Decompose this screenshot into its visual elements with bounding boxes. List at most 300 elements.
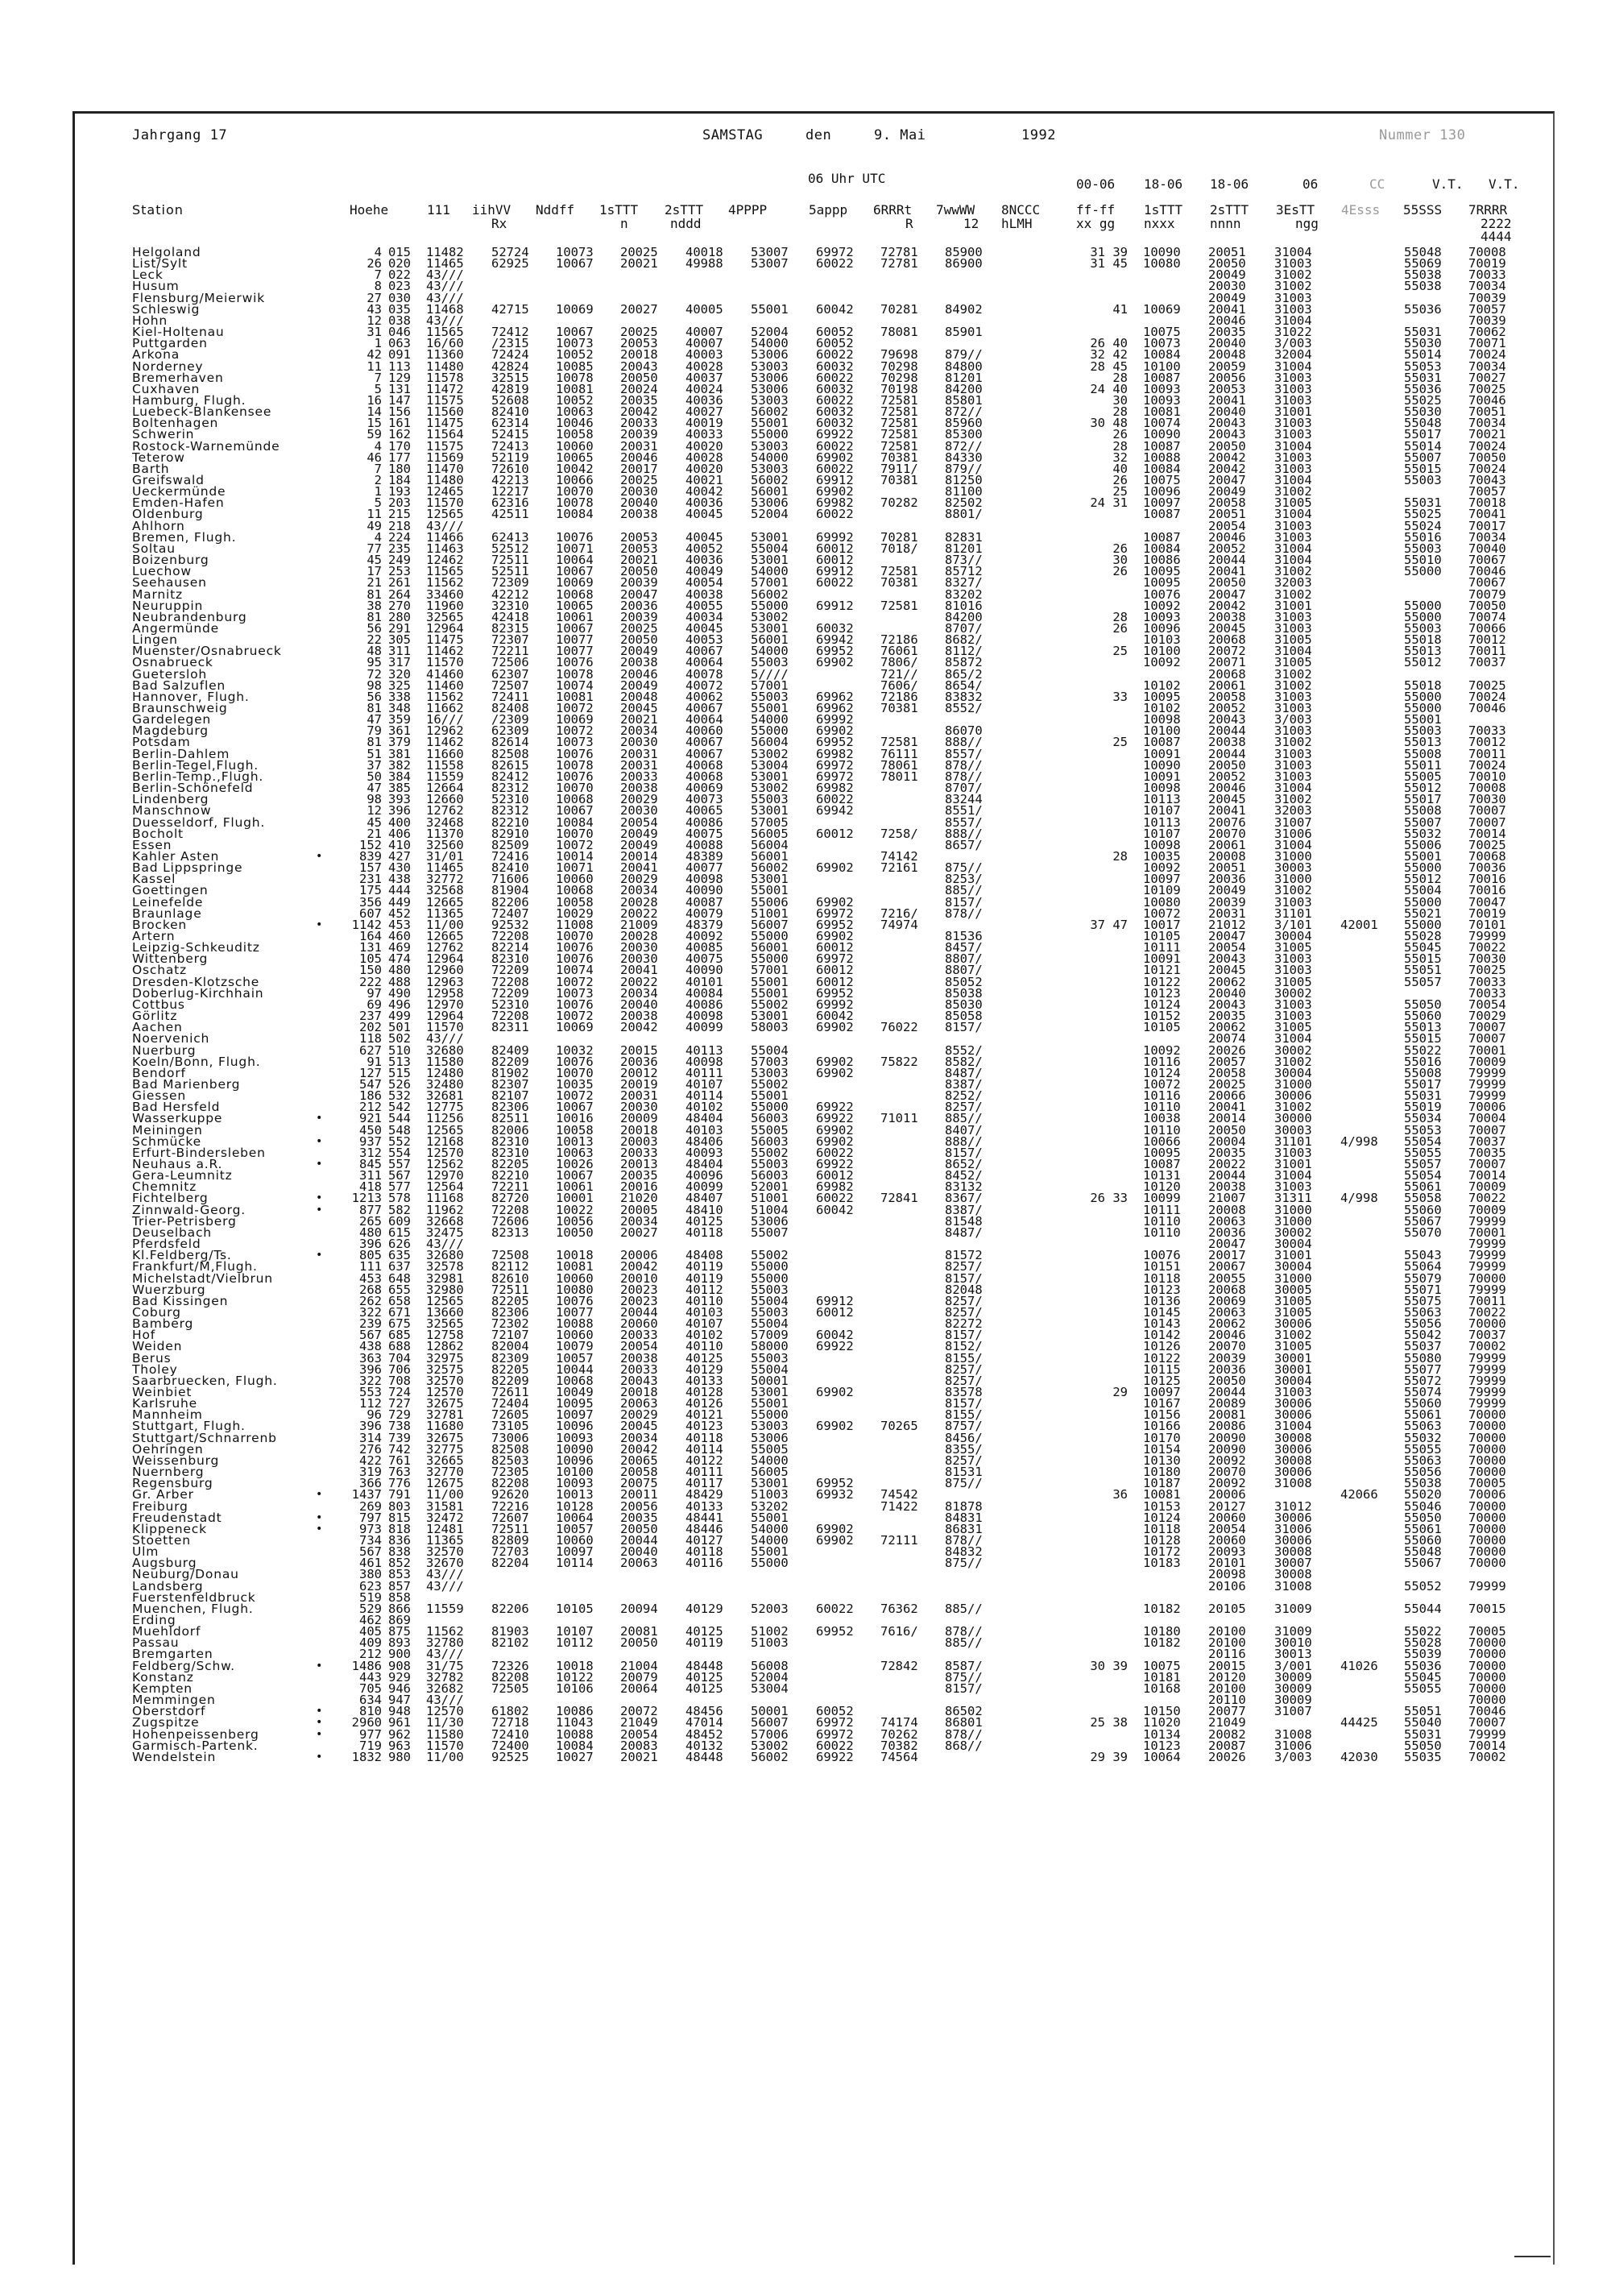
cell-s: 30006 (1274, 1396, 1312, 1411)
cell-ff: 31 39 (1090, 245, 1128, 259)
cell-a: 55003 (751, 1304, 789, 1320)
station-name: Frankfurt/M,Flugh. (132, 1259, 258, 1274)
cell-id: 875 (388, 1624, 411, 1639)
cell-t1: 10068 (556, 883, 594, 898)
cell-v: 11370 (426, 826, 464, 841)
c-top: CC (1369, 176, 1385, 192)
cell-nc: 85872 (945, 655, 983, 670)
cell-r: 69952 (816, 917, 854, 932)
cell-p: 40132 (685, 1738, 723, 1753)
cell-s: 32003 (1274, 803, 1312, 819)
cell-v: 16/60 (426, 336, 464, 351)
cell-s: 30006 (1274, 1316, 1312, 1332)
cell-tx: 10142 (1143, 1328, 1181, 1343)
cell-a: 54000 (751, 336, 789, 351)
cell-s: 31005 (1274, 655, 1312, 670)
cell-t2: 20063 (620, 1396, 658, 1411)
cell-tx: 10092 (1143, 598, 1181, 613)
cell-nc: 8253/ (945, 872, 983, 887)
cell-tn: 20071 (1208, 655, 1246, 670)
cell-id: 615 (388, 1225, 411, 1240)
cell-r: 69902 (816, 1054, 854, 1069)
station-height: 212 (359, 1100, 382, 1115)
cell-tx: 10035 (1143, 848, 1181, 864)
cell-v: 11/00 (426, 1749, 464, 1764)
cell-a: 55002 (751, 1076, 789, 1092)
station-name: Augsburg (132, 1556, 197, 1571)
cell-r: 69972 (816, 1726, 854, 1742)
cell-id: 496 (388, 997, 411, 1012)
cell-a: 54000 (751, 564, 789, 579)
mountain-station-mark: • (316, 1134, 323, 1148)
station-name: Dresden-Klotzsche (132, 974, 260, 989)
cell-tx: 10076 (1143, 586, 1181, 602)
cell-v2: 70000 (1468, 1430, 1506, 1445)
cell-n: 72309 (491, 575, 529, 591)
cell-v1: 55080 (1404, 1350, 1442, 1366)
cell-s: 30009 (1274, 1693, 1312, 1708)
cell-v: 43/// (426, 1031, 464, 1046)
cell-s: 31002 (1274, 1328, 1312, 1343)
vt2-sub2: 4444 (1481, 229, 1512, 244)
cell-t1: 10056 (556, 1213, 594, 1229)
cell-id: 510 (388, 1042, 411, 1058)
cell-v: 11468 (426, 301, 464, 317)
cell-v: 11562 (426, 575, 464, 591)
cell-id: 637 (388, 1259, 411, 1274)
cell-s: 31009 (1274, 1601, 1312, 1616)
cell-id: 962 (388, 1726, 411, 1742)
cell-r: 60032 (816, 358, 854, 374)
cell-v2: 70008 (1468, 781, 1506, 796)
cell-r: 60032 (816, 404, 854, 420)
cell-nc: 8452/ (945, 1168, 983, 1183)
cell-tx: 10087 (1143, 735, 1181, 750)
cell-tn: 21049 (1208, 1715, 1246, 1730)
cell-nc: 86502 (945, 1704, 983, 1719)
cell-t1: 10072 (556, 974, 594, 989)
cell-v2: 70074 (1468, 609, 1506, 624)
cell-tn: 20120 (1208, 1669, 1246, 1685)
cell-w: 72581 (880, 735, 918, 750)
cell-v2: 70043 (1468, 473, 1506, 487)
cell-v1: 55025 (1404, 392, 1442, 408)
cell-v1: 55007 (1404, 814, 1442, 830)
cell-n: 82210 (491, 814, 529, 830)
station-height: 16 (367, 392, 382, 408)
cell-v2: 70017 (1468, 518, 1506, 533)
cell-p: 40111 (685, 1065, 723, 1080)
cell-tx: 10105 (1143, 1020, 1181, 1035)
cell-v1: 55010 (1404, 553, 1442, 568)
cell-r: 60012 (816, 541, 854, 556)
cell-tn: 20050 (1208, 1122, 1246, 1138)
cell-s: 31005 (1274, 940, 1312, 955)
cell-tn: 20044 (1208, 553, 1246, 568)
cell-nc: 878// (945, 1624, 983, 1639)
station-name: Berlin-Dahlem (132, 746, 230, 761)
cell-tx: 10017 (1143, 917, 1181, 932)
ihvv-sub: Rx (491, 216, 507, 231)
cell-r: 60022 (816, 461, 854, 476)
cell-tn: 20047 (1208, 929, 1246, 943)
cell-tx: 10115 (1143, 1361, 1181, 1377)
cell-s: 31005 (1274, 1020, 1312, 1035)
cell-a: 53006 (751, 495, 789, 511)
cell-t1: 10074 (556, 963, 594, 978)
station-name: Regensburg (132, 1476, 213, 1491)
cell-t2: 20010 (620, 1270, 658, 1286)
cell-v1: 55008 (1404, 803, 1442, 819)
cell-p: 40024 (685, 381, 723, 396)
cell-v: 12862 (426, 1339, 464, 1354)
cell-v1: 55036 (1404, 301, 1442, 317)
station-name: Hohn (132, 313, 168, 328)
cell-tx: 10110 (1143, 1122, 1181, 1138)
cell-v1: 55038 (1404, 1476, 1442, 1491)
cell-t2: 20027 (620, 1225, 658, 1240)
cell-n: 82408 (491, 701, 529, 715)
cell-r: 69902 (816, 723, 854, 739)
cell-v1: 55013 (1404, 644, 1442, 659)
cell-n: 82509 (491, 837, 529, 852)
rrrt-sub: R (905, 216, 913, 231)
station-name: Artern (132, 929, 176, 943)
cell-n: 82206 (491, 894, 529, 910)
cell-nc: 8257/ (945, 1100, 983, 1115)
cell-tx: 10130 (1143, 1453, 1181, 1468)
cell-id: 763 (388, 1465, 411, 1480)
cell-t2: 20018 (620, 1122, 658, 1138)
cell-n: 12217 (491, 484, 529, 499)
cell-c: 4/998 (1340, 1191, 1378, 1206)
cell-t2: 20033 (620, 416, 658, 431)
corner-mark (1522, 103, 1547, 114)
cell-s: 30002 (1274, 1042, 1312, 1058)
cell-id: 742 (388, 1441, 411, 1457)
station-height: 237 (359, 1009, 382, 1024)
cell-id: 338 (388, 689, 411, 704)
cell-p: 40096 (685, 1168, 723, 1183)
cell-p: 40102 (685, 1328, 723, 1343)
cell-p: 40111 (685, 1465, 723, 1480)
cell-a: 56008 (751, 1658, 789, 1673)
cell-id: 261 (388, 575, 411, 591)
cell-tx: 10118 (1143, 1270, 1181, 1286)
cell-v1: 55057 (1404, 974, 1442, 989)
cell-v: 11559 (426, 769, 464, 784)
cell-a: 57005 (751, 814, 789, 830)
cell-a: 56005 (751, 1465, 789, 1480)
cell-v: 11575 (426, 438, 464, 454)
cell-nc: 885// (945, 1601, 983, 1616)
cell-v2: 70050 (1468, 450, 1506, 465)
cell-nc: 8252/ (945, 1088, 983, 1104)
cell-c: 4/998 (1340, 1133, 1378, 1149)
cell-nc: 8807/ (945, 963, 983, 978)
cell-p: 40072 (685, 678, 723, 693)
cell-tn: 20074 (1208, 1031, 1246, 1046)
cell-s: 31002 (1274, 735, 1312, 750)
cell-n: 72607 (491, 1510, 529, 1525)
ff-header: ff-ff (1076, 202, 1116, 218)
cell-t2: 20023 (620, 1293, 658, 1308)
station-name: Berlin-Temp.,Flugh. (132, 769, 264, 784)
cell-v1: 55016 (1404, 529, 1442, 545)
cell-v2: 70000 (1468, 1270, 1506, 1286)
station-height: 49 (367, 518, 382, 533)
cell-tn: 20077 (1208, 1704, 1246, 1719)
cell-t1: 10071 (556, 860, 594, 876)
cell-tn: 20100 (1208, 1681, 1246, 1696)
cell-ff: 25 (1112, 735, 1128, 750)
cell-id: 675 (388, 1316, 411, 1332)
station-height: 396 (359, 1419, 382, 1434)
cell-c: 42001 (1340, 917, 1378, 932)
station-name: Leck (132, 267, 164, 283)
cell-tx: 10097 (1143, 872, 1181, 887)
cell-id: 526 (388, 1076, 411, 1092)
cell-r: 69922 (816, 1749, 854, 1764)
cell-v2: 70009 (1468, 1179, 1506, 1195)
cell-t1: 10066 (556, 473, 594, 487)
cell-a: 55003 (751, 689, 789, 704)
cell-t1: 10063 (556, 404, 594, 420)
cell-id: 203 (388, 495, 411, 511)
cell-id: 738 (388, 1419, 411, 1434)
cell-p: 48408 (685, 1248, 723, 1263)
cell-nc: 872// (945, 438, 983, 454)
cell-nc: 85900 (945, 245, 983, 259)
station-name: Soltau (132, 541, 176, 556)
cell-nc: 85038 (945, 985, 983, 1001)
cell-s: 31005 (1274, 632, 1312, 648)
cell-v: 11365 (426, 1532, 464, 1548)
cell-v2: 70009 (1468, 1202, 1506, 1217)
cell-t1: 10093 (556, 1476, 594, 1491)
cell-p: 40060 (685, 723, 723, 739)
cell-n: 81903 (491, 1624, 529, 1639)
cell-id: 113 (388, 358, 411, 374)
cell-s: 31000 (1274, 872, 1312, 887)
cell-id: 131 (388, 381, 411, 396)
cell-a: 58003 (751, 1020, 789, 1035)
cell-v: 11475 (426, 416, 464, 431)
cell-v: 11460 (426, 678, 464, 693)
cell-a: 55000 (751, 1556, 789, 1571)
cell-v1: 55045 (1404, 940, 1442, 955)
max-header: 1sTTT (1144, 202, 1183, 218)
station-height: 265 (359, 1213, 382, 1229)
cell-tx: 10091 (1143, 746, 1181, 761)
cell-n: 82205 (491, 1157, 529, 1171)
cell-t1: 10057 (556, 1521, 594, 1536)
cell-p: 40020 (685, 461, 723, 476)
cell-id: 803 (388, 1498, 411, 1514)
station-name: Goettingen (132, 883, 209, 898)
cell-w: 72161 (880, 860, 918, 876)
cell-n: 72209 (491, 963, 529, 978)
station-name: Hamburg, Flugh. (132, 392, 246, 408)
cell-v2: 70006 (1468, 1487, 1506, 1502)
station-name: Stuttgart, Flugh. (132, 1419, 246, 1434)
cell-id: 469 (388, 940, 411, 955)
station-name: Konstanz (132, 1669, 194, 1685)
cell-p: 40099 (685, 1020, 723, 1035)
cell-v2: 70006 (1468, 1100, 1506, 1115)
station-height: 262 (359, 1293, 382, 1308)
cell-v2: 70005 (1468, 1624, 1506, 1639)
cell-nc: 82272 (945, 1316, 983, 1332)
cell-w: 72781 (880, 256, 918, 271)
cell-ff: 32 (1112, 450, 1128, 465)
mountain-station-mark: • (316, 1488, 323, 1502)
station-height: 810 (359, 1704, 382, 1719)
cell-tx: 10092 (1143, 655, 1181, 670)
cell-t2: 20003 (620, 1133, 658, 1149)
cell-v: 32772 (426, 872, 464, 887)
cell-v1: 55000 (1404, 860, 1442, 876)
cell-n: 72411 (491, 689, 529, 704)
cell-s: 31003 (1274, 1009, 1312, 1024)
cell-id: 444 (388, 883, 411, 898)
cell-r: 69982 (816, 1179, 854, 1195)
cell-w: 72186 (880, 689, 918, 704)
cell-a: 52001 (751, 1179, 789, 1195)
station-height: 50 (367, 769, 382, 784)
cell-v1: 55053 (1404, 1122, 1442, 1138)
cell-t2: 20030 (620, 803, 658, 819)
cell-t2: 20031 (620, 1088, 658, 1104)
cell-t1: 10058 (556, 894, 594, 910)
cell-id: 946 (388, 1681, 411, 1696)
cell-v2: 70014 (1468, 1168, 1506, 1183)
cell-t1: 10027 (556, 1749, 594, 1764)
cell-id: 361 (388, 723, 411, 739)
cell-v2: 79999 (1468, 1282, 1506, 1297)
cell-p: 40084 (685, 985, 723, 1001)
station-name: Hof (132, 1328, 155, 1343)
cell-v: 43/// (426, 1237, 464, 1252)
station-height: 79 (367, 723, 382, 739)
cell-v: 32675 (426, 1396, 464, 1411)
cell-v2: 70015 (1468, 1601, 1506, 1616)
cell-p: 40045 (685, 620, 723, 636)
ttt2-sub: nddd (670, 216, 702, 231)
cell-nc: 8557/ (945, 814, 983, 830)
cell-p: 40036 (685, 392, 723, 408)
cell-v1: 55077 (1404, 1361, 1442, 1377)
cell-v: 12660 (426, 792, 464, 807)
cell-v: 11559 (426, 1601, 464, 1616)
cell-nc: 86801 (945, 1715, 983, 1730)
cell-t1: 10065 (556, 450, 594, 465)
cell-p: 40125 (685, 1213, 723, 1229)
station-height: 322 (359, 1304, 382, 1320)
cell-tx: 10088 (1143, 450, 1181, 465)
station-name: Gr. Arber (132, 1487, 194, 1502)
cell-v2: 70019 (1468, 256, 1506, 271)
station-height: 37 (367, 757, 382, 773)
station-height: 845 (359, 1157, 382, 1171)
cell-nc: 81531 (945, 1465, 983, 1480)
cell-ff: 25 (1112, 644, 1128, 659)
cell-s: 31008 (1274, 1726, 1312, 1742)
cell-v: 16/// (426, 712, 464, 727)
vt1-code: 55SSS (1403, 202, 1443, 218)
cell-tn: 20056 (1208, 370, 1246, 385)
cell-w: 72186 (880, 632, 918, 648)
cell-s: 31001 (1274, 598, 1312, 613)
cell-id: 853 (388, 1567, 411, 1582)
cell-tx: 10167 (1143, 1396, 1181, 1411)
cell-s: 30008 (1274, 1430, 1312, 1445)
cell-r: 60012 (816, 826, 854, 841)
cell-id: 035 (388, 301, 411, 317)
cell-tn: 20060 (1208, 1532, 1246, 1548)
cell-t1: 10096 (556, 1419, 594, 1434)
station-name: Leipzig-Schkeuditz (132, 940, 260, 955)
cell-tx: 10110 (1143, 1213, 1181, 1229)
cell-p: 40086 (685, 997, 723, 1012)
cell-nc: 8552/ (945, 1042, 983, 1058)
cell-v: 12964 (426, 1009, 464, 1024)
cell-t1: 11043 (556, 1715, 594, 1730)
cell-tx: 10182 (1143, 1635, 1181, 1651)
cell-tn: 20063 (1208, 1213, 1246, 1229)
cell-tn: 20050 (1208, 575, 1246, 591)
cell-n: 62314 (491, 416, 529, 431)
cell-p: 40034 (685, 609, 723, 624)
station-name: Fichtelberg (132, 1191, 209, 1206)
cell-n: 92532 (491, 917, 529, 932)
cell-n: 82503 (491, 1453, 529, 1468)
cell-t2: 20009 (620, 1111, 658, 1126)
cell-n: 82306 (491, 1304, 529, 1320)
cell-s: 31007 (1274, 1704, 1312, 1719)
cell-s: 30009 (1274, 1681, 1312, 1696)
cell-nc: 83202 (945, 586, 983, 602)
cell-n: 82310 (491, 951, 529, 967)
ff-sub: xx gg (1076, 216, 1116, 231)
cell-tx: 10118 (1143, 1521, 1181, 1536)
cell-tx: 10100 (1143, 723, 1181, 739)
cell-t1: 10060 (556, 872, 594, 887)
cell-t2: 20042 (620, 404, 658, 420)
cell-p: 40054 (685, 575, 723, 591)
cell-r: 69902 (816, 484, 854, 499)
cell-n: 62307 (491, 666, 529, 682)
cell-a: 56007 (751, 917, 789, 932)
appp-header: 5appp (809, 202, 848, 218)
cell-t2: 20036 (620, 598, 658, 613)
cell-tx: 10087 (1143, 370, 1181, 385)
station-name: Luechow (132, 564, 192, 579)
station-name: Bamberg (132, 1316, 194, 1332)
cell-a: 56003 (751, 1133, 789, 1149)
cell-a: 56004 (751, 837, 789, 852)
cell-tn: 20087 (1208, 1738, 1246, 1753)
cell-id: 382 (388, 757, 411, 773)
cell-p: 40129 (685, 1361, 723, 1377)
cell-nc: 8157/ (945, 1145, 983, 1160)
cell-v2: 79999 (1468, 1065, 1506, 1080)
cell-v1: 55000 (1404, 917, 1442, 932)
cell-s: 31006 (1274, 1521, 1312, 1536)
cell-t1: 10070 (556, 484, 594, 499)
cell-p: 40067 (685, 701, 723, 715)
cell-nc: 86831 (945, 1521, 983, 1536)
